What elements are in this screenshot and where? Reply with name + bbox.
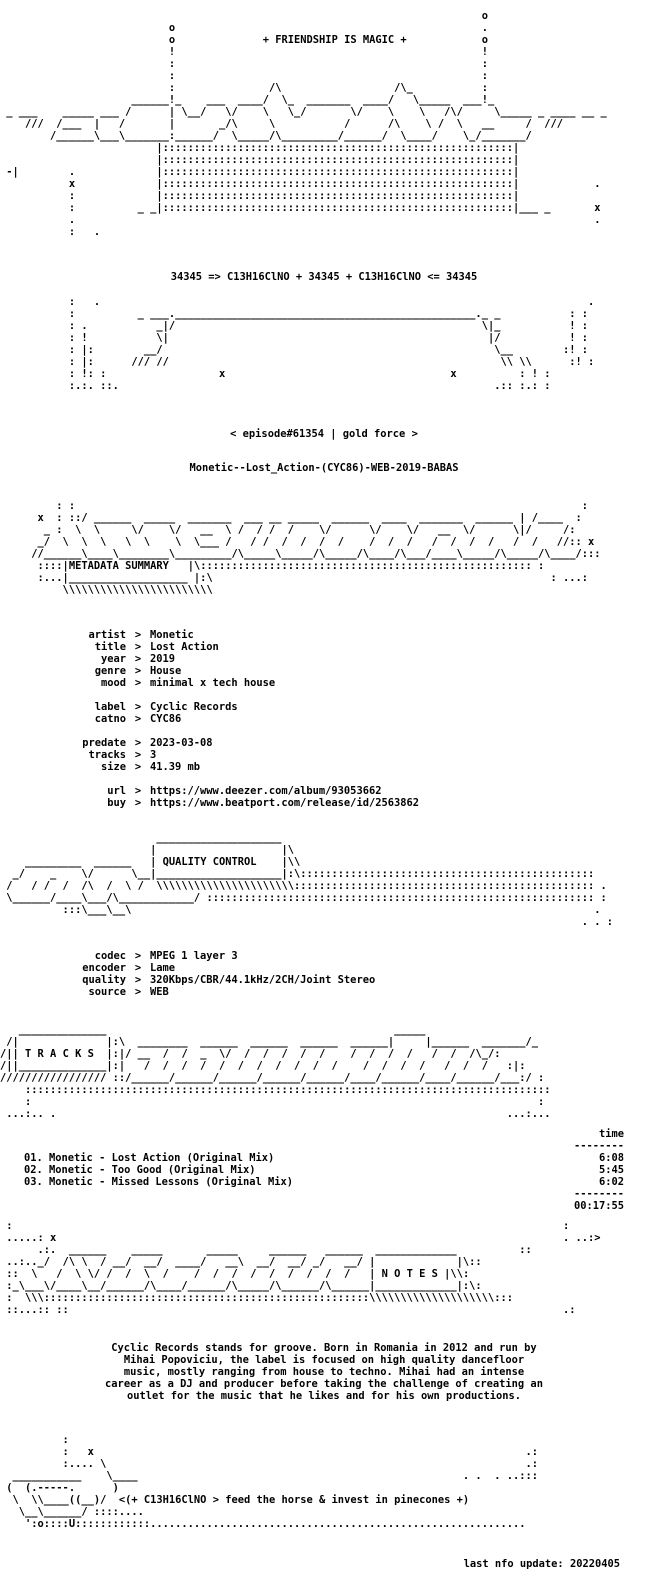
track-list: time -------- 01. Monetic - Lost Action (Original Mix) 6:08 02. Monetic - Too Good (Original Mix) 5:45 03. Monetic - Missed Lessons (Original Mix) 6:02 -------- 00:17:55 [24, 1128, 624, 1212]
metadata-section-label: METADATA SUMMARY [68, 560, 169, 572]
quality-fields [0, 950, 648, 998]
meta-row-predate: predate > 2023-03-08 [82, 737, 213, 749]
header-title: + FRIENDSHIP IS MAGIC + [262, 34, 407, 46]
track-row: 03. Monetic - Missed Lessons (Original Mix) 6:02 [24, 1176, 624, 1188]
meta-row-url[interactable]: url > https://www.deezer.com/album/93053662 [107, 785, 382, 797]
quality-section-label: QUALITY CONTROL [162, 856, 257, 868]
quality-row-quality: quality > 320Kbps/CBR/44.1kHz/2CH/Joint Stereo [82, 974, 376, 986]
metadata-fields [0, 629, 648, 809]
last-update: last nfo update: 20220405 [463, 1558, 620, 1570]
notes-text: Cyclic Records stands for groove. Born in Romania in 2012 and run by Mihai Popoviciu, the label is focused on high quality dancefloor music, mostly ranging from house to techno. Mihai had an intense career as a DJ and producer before taking the challenge of creating an outlet for the music that he likes and for his own productions. [105, 1342, 543, 1402]
time-header-row: time [598, 1128, 624, 1140]
quality-banner-art: ____________________ | |\ _________ ______ | QUALITY CONTROL |\\ _/ _ \/ \__|____________________|:\::::::::::::::::::::::::::::::::::::::::::::::: / / / / /\ / \ / \\\\\\\\\\\\\\\\\\\\\\:::::::::::::::::::::::::::::::::::::::::::::::: . \______/____\___/\____________/ :::::::::::::::::::::::::::::::::::::::::::::::::::::::::::::: : :::\___\__\ . . . : [6, 832, 614, 928]
quality-row-encoder: encoder > Lame [82, 962, 176, 974]
notes-section-label: N O T E S [381, 1268, 438, 1280]
meta-row-title: title > Lost Action [94, 641, 219, 653]
notes-banner-art: : : .....: x . ..:> .:. ______ _____ _____ ______ ______ _____________ :: ..:.._/ /\ \ / __/ __/ ____/ __\ __/ __/ _/ __/ | |\:: :: \ / \ \/ / / \ / / / / / / / / / / | N O T E S |\\: :_\___\/____\__/______/\____/______/\_____/\______/\______|_____________|:\: : \\\::::::::::::::::::::::::::::::::::::::::::::::::::::\\\\\\\\\\\\\\\\\\\\::: ::...:: :: .: [6, 1220, 601, 1316]
meta-row-mood: mood > minimal x tech house [100, 677, 276, 689]
footer-slogan: <(+ C13H16ClNO > feed the horse & invest in pinecones +) [118, 1494, 470, 1506]
formula-line: 34345 => C13H16ClNO + 34345 + C13H16ClNO <= 34345 [170, 271, 478, 283]
track-row: 01. Monetic - Lost Action (Original Mix) 6:08 [24, 1152, 624, 1164]
total-time-row: 00:17:55 [573, 1200, 624, 1212]
meta-row-tracks: tracks > 3 [88, 749, 157, 761]
beatport-link[interactable]: https://www.beatport.com/release/id/2563862 [150, 797, 419, 809]
meta-row-buy[interactable]: buy > https://www.beatport.com/release/id/2563862 [107, 797, 419, 809]
deezer-link[interactable]: https://www.deezer.com/album/93053662 [150, 785, 382, 797]
header-frame-art: : . . : _ ___.________________________________________________._ _ : : : . _|/ \|_ ! : : ! \| |/ ! : : |: __/ \__ :! : : |: /// // \\ \\ :! : : !: : x x : ! : :.:. ::. .:: :.: : [68, 296, 595, 392]
footer-horse-art: : : x .: :.... \ .: ___________ \____ . . . ..::: ( (.-----. ) \ \\____((__)/ <(+ C13H16ClNO > feed the horse & invest in pinecones +) \__\______/ ::::.... ':o::::U::::::::::::............................................................ [6, 1434, 538, 1530]
meta-row-catno: catno > CYC86 [94, 713, 182, 725]
meta-row-label: label > Cyclic Records [94, 701, 238, 713]
meta-row-year: year > 2019 [100, 653, 176, 665]
metadata-banner-art: : : : x : ::/ ______ _____ _______ ___ __ _____ ______ ____ _______ ______ | /____ : _ : \ \ \/ \/ __ \ / / / / \/ \/ \/ __ \/ \|/ /: _/ \ \ \ \ \ \ \___ / / / / / / / / / / / / / / / / //:: x //______\____\________\_________/\_____\_____/\_____/\____/\___/____\_____/\_____/\____/::: ::::|METADATA SUMMARY |\::::::::::::::::::::::::::::::::::::::::::::::::::::: : :...|___________________ |:\ : ...: \\\\\\\\\\\\\\\\\\\\\\\\ [31, 500, 601, 596]
meta-row-genre: genre > House [94, 665, 182, 677]
release-name: Monetic--Lost_Action-(CYC86)-WEB-2019-BABAS [189, 462, 459, 474]
quality-row-source: source > WEB [88, 986, 169, 998]
quality-row-codec: codec > MPEG 1 layer 3 [94, 950, 238, 962]
track-row: 02. Monetic - Too Good (Original Mix) 5:45 [24, 1164, 624, 1176]
header-ascii-art: o o . o + FRIENDSHIP IS MAGIC + o ! ! : : : : : /\ /\_ : ______!_ ___ ____/ \_ _______ ____/ \_____ ___!_ _ ___ _____ ___ / | \__/ \/ \ \_/ \/ \ \ /\/ \_____ _ ____ __ _ /// /___ | / | _/\ \ / /\ \ / \ __ / /// /______\___\_______:______/ \_____/\_________/______/ \____/ \_/_______/ |::::::::::::::::::::::::::::::::::::::::::::::::::::::::| |::::::::::::::::::::::::::::::::::::::::::::::::::::::::| -| . |::::::::::::::::::::::::::::::::::::::::::::::::::::::::| x |::::::::::::::::::::::::::::::::::::::::::::::::::::::::| . : |::::::::::::::::::::::::::::::::::::::::::::::::::::::::| : _ _|::::::::::::::::::::::::::::::::::::::::::::::::::::::::|___ _ x . . : . [6, 10, 607, 238]
meta-row-artist: artist > Monetic [88, 629, 194, 641]
episode-line: < episode#61354 | gold force > [230, 428, 418, 440]
tracks-section-label: T R A C K S [25, 1048, 94, 1060]
meta-row-size: size > 41.39 mb [100, 761, 201, 773]
tracks-banner-art: ______________ _____ /| |:\ ________ ______ ______ ______ ______| |______ _______/_ /|| T R A C K S |:|/ __ / / _ \/ / / / / / / / / / / / /\_/: /||______________|:| / / / / / / / / / / / / / / / / / / :|: ///////////////// ::/______/______/______/______/______/____/______/____/______/___:/ : :::::::::::::::::::::::::::::::::::::::::::::::::::::::::::::::::::::::::::::::::::: : : ...:.. . ...:... [0, 1024, 551, 1120]
